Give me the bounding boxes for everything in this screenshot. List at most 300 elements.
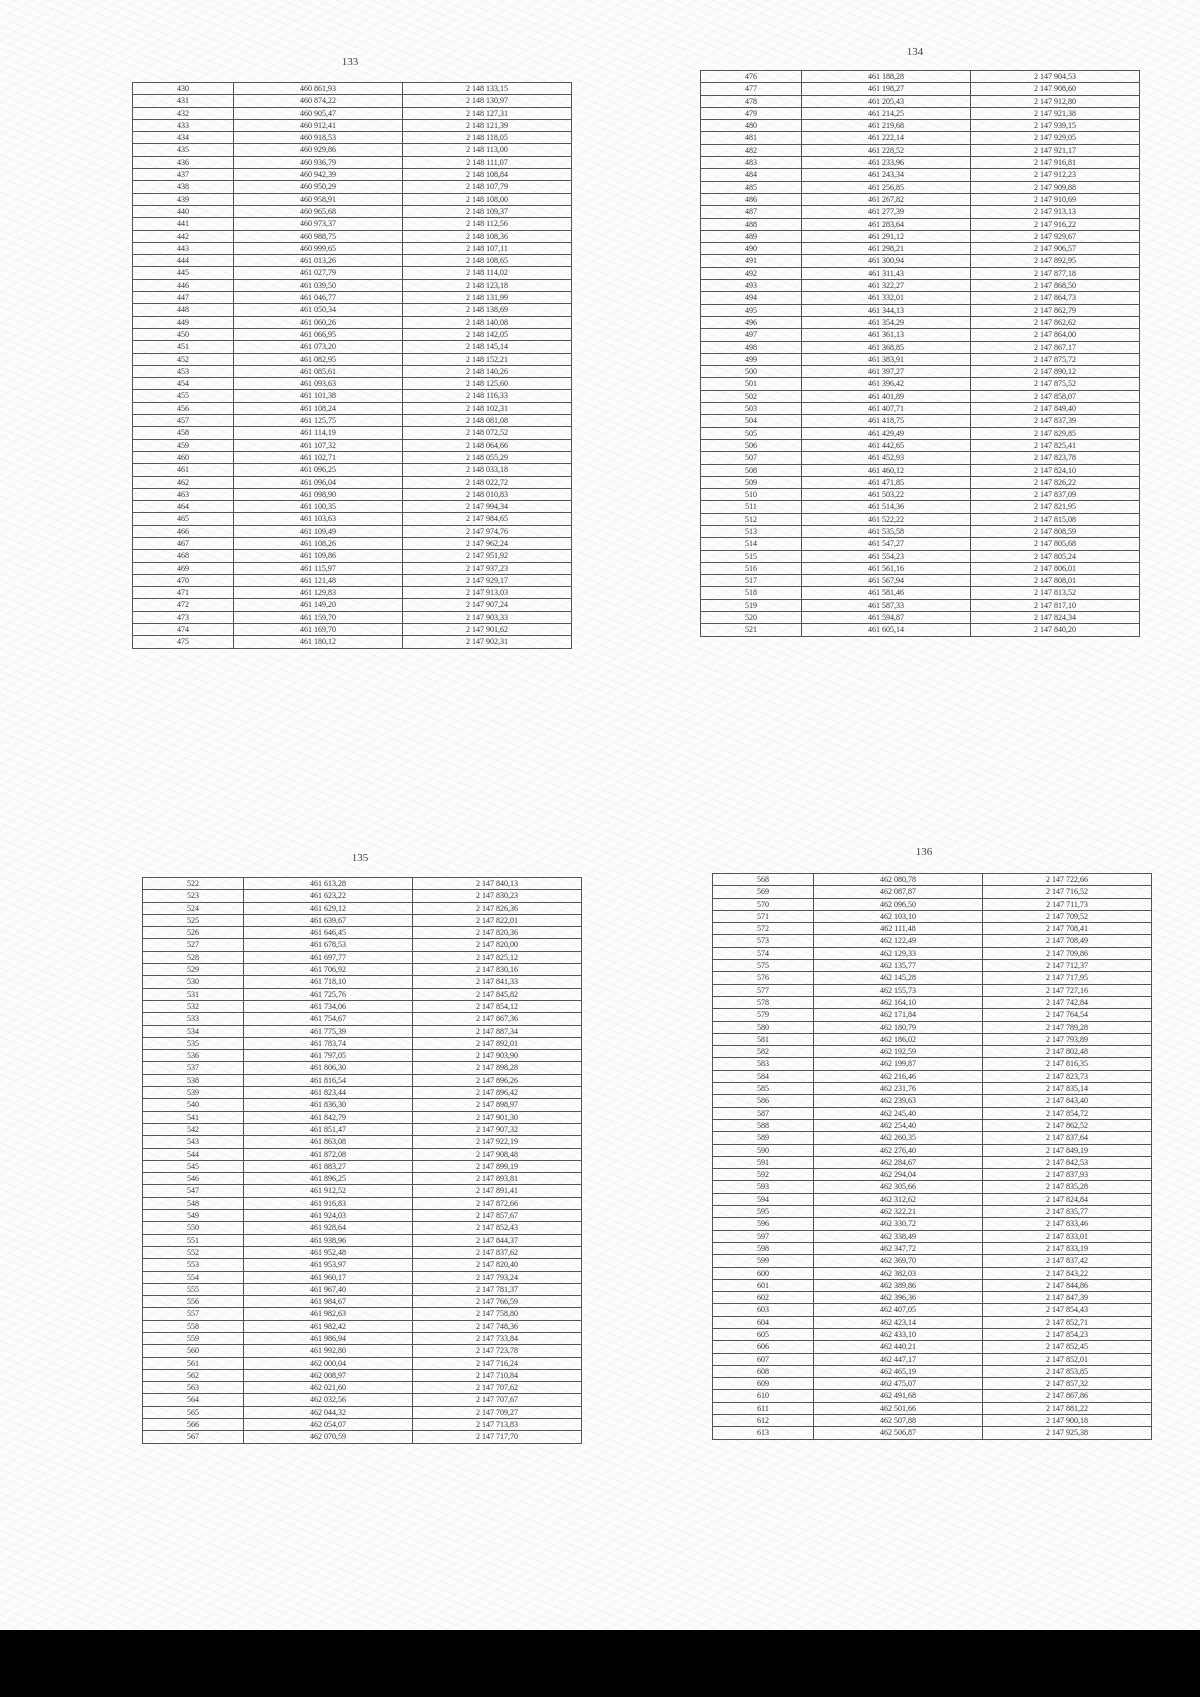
- x-coordinate-cell: 461 646,45: [244, 927, 413, 939]
- x-coordinate-cell: 462 423,14: [814, 1316, 983, 1328]
- x-coordinate-cell: 461 754,67: [244, 1013, 413, 1025]
- point-number-cell: 543: [143, 1136, 244, 1148]
- point-number-cell: 571: [713, 910, 814, 922]
- table-row: [143, 1246, 582, 1258]
- table-row: [133, 378, 572, 390]
- point-number-cell: 590: [713, 1144, 814, 1156]
- point-number-cell: 494: [701, 292, 802, 304]
- x-coordinate-cell: 460 905,47: [234, 107, 403, 119]
- point-number-cell: 597: [713, 1230, 814, 1242]
- y-coordinate-cell: 2 147 707,67: [413, 1394, 582, 1406]
- table-row: [713, 1070, 1152, 1082]
- point-number-cell: 567: [143, 1431, 244, 1443]
- x-coordinate-cell: 461 243,34: [802, 169, 971, 181]
- y-coordinate-cell: 2 147 764,54: [983, 1009, 1152, 1021]
- point-number-cell: 559: [143, 1332, 244, 1344]
- y-coordinate-cell: 2 147 925,38: [983, 1427, 1152, 1439]
- x-coordinate-cell: 461 401,89: [802, 390, 971, 402]
- table-row: [133, 427, 572, 439]
- y-coordinate-cell: 2 147 829,85: [971, 427, 1140, 439]
- x-coordinate-cell: 462 507,88: [814, 1415, 983, 1427]
- table-row: [133, 304, 572, 316]
- point-number-cell: 593: [713, 1181, 814, 1193]
- y-coordinate-cell: 2 147 907,32: [413, 1123, 582, 1135]
- x-coordinate-cell: 462 199,87: [814, 1058, 983, 1070]
- table-row: [713, 1218, 1152, 1230]
- x-coordinate-cell: 461 100,35: [234, 501, 403, 513]
- table-row: [143, 1222, 582, 1234]
- table-row: [701, 587, 1140, 599]
- x-coordinate-cell: 462 501,66: [814, 1402, 983, 1414]
- x-coordinate-cell: 462 111,48: [814, 923, 983, 935]
- y-coordinate-cell: 2 147 709,27: [413, 1406, 582, 1418]
- table-row: [143, 1357, 582, 1369]
- x-coordinate-cell: 461 060,26: [234, 316, 403, 328]
- y-coordinate-cell: 2 147 937,23: [403, 562, 572, 574]
- x-coordinate-cell: 462 180,79: [814, 1021, 983, 1033]
- x-coordinate-cell: 461 114,19: [234, 427, 403, 439]
- coordinate-table-page-135: [142, 877, 582, 1444]
- y-coordinate-cell: 2 147 821,95: [971, 501, 1140, 513]
- x-coordinate-cell: 461 096,04: [234, 476, 403, 488]
- table-row: [133, 415, 572, 427]
- y-coordinate-cell: 2 147 881,22: [983, 1402, 1152, 1414]
- point-number-cell: 589: [713, 1132, 814, 1144]
- table-row: [701, 624, 1140, 636]
- point-number-cell: 549: [143, 1210, 244, 1222]
- table-row: [133, 402, 572, 414]
- table-row: [713, 886, 1152, 898]
- x-coordinate-cell: 461 613,28: [244, 878, 413, 890]
- y-coordinate-cell: 2 147 904,53: [971, 71, 1140, 83]
- point-number-cell: 588: [713, 1119, 814, 1131]
- y-coordinate-cell: 2 147 862,62: [971, 316, 1140, 328]
- point-number-cell: 560: [143, 1345, 244, 1357]
- y-coordinate-cell: 2 147 906,57: [971, 243, 1140, 255]
- y-coordinate-cell: 2 148 133,15: [403, 83, 572, 95]
- point-number-cell: 524: [143, 902, 244, 914]
- page-number-133: 133: [341, 56, 359, 68]
- y-coordinate-cell: 2 147 733,84: [413, 1332, 582, 1344]
- y-coordinate-cell: 2 147 837,39: [971, 415, 1140, 427]
- point-number-cell: 473: [133, 611, 234, 623]
- point-number-cell: 431: [133, 95, 234, 107]
- table-row: [133, 169, 572, 181]
- point-number-cell: 505: [701, 427, 802, 439]
- y-coordinate-cell: 2 147 802,48: [983, 1046, 1152, 1058]
- x-coordinate-cell: 460 965,68: [234, 205, 403, 217]
- point-number-cell: 510: [701, 489, 802, 501]
- x-coordinate-cell: 462 021,60: [244, 1382, 413, 1394]
- y-coordinate-cell: 2 148 138,69: [403, 304, 572, 316]
- point-number-cell: 495: [701, 304, 802, 316]
- point-number-cell: 519: [701, 599, 802, 611]
- y-coordinate-cell: 2 147 712,37: [983, 960, 1152, 972]
- table-row: [701, 403, 1140, 415]
- table-row: [713, 1365, 1152, 1377]
- point-number-cell: 454: [133, 378, 234, 390]
- y-coordinate-cell: 2 147 951,92: [403, 550, 572, 562]
- point-number-cell: 530: [143, 976, 244, 988]
- table-row: [133, 390, 572, 402]
- point-number-cell: 511: [701, 501, 802, 513]
- point-number-cell: 534: [143, 1025, 244, 1037]
- x-coordinate-cell: 461 706,92: [244, 964, 413, 976]
- x-coordinate-cell: 461 121,48: [234, 574, 403, 586]
- table-row: [143, 902, 582, 914]
- table-row: [133, 316, 572, 328]
- point-number-cell: 466: [133, 525, 234, 537]
- table-row: [713, 1427, 1152, 1439]
- y-coordinate-cell: 2 148 102,31: [403, 402, 572, 414]
- table-row: [701, 415, 1140, 427]
- table-row: [713, 972, 1152, 984]
- point-number-cell: 496: [701, 316, 802, 328]
- x-coordinate-cell: 461 093,63: [234, 378, 403, 390]
- x-coordinate-cell: 461 344,13: [802, 304, 971, 316]
- y-coordinate-cell: 2 147 837,62: [413, 1246, 582, 1258]
- y-coordinate-cell: 2 147 844,37: [413, 1234, 582, 1246]
- point-number-cell: 480: [701, 120, 802, 132]
- y-coordinate-cell: 2 147 789,28: [983, 1021, 1152, 1033]
- table-row: [701, 538, 1140, 550]
- table-row: [133, 476, 572, 488]
- table-row: [713, 1132, 1152, 1144]
- x-coordinate-cell: 462 044,32: [244, 1406, 413, 1418]
- y-coordinate-cell: 2 147 916,81: [971, 157, 1140, 169]
- point-number-cell: 527: [143, 939, 244, 951]
- y-coordinate-cell: 2 147 891,41: [413, 1185, 582, 1197]
- y-coordinate-cell: 2 147 872,66: [413, 1197, 582, 1209]
- x-coordinate-cell: 462 008,97: [244, 1369, 413, 1381]
- x-coordinate-cell: 461 159,70: [234, 611, 403, 623]
- y-coordinate-cell: 2 147 921,17: [971, 144, 1140, 156]
- table-row: [701, 255, 1140, 267]
- table-row: [143, 1123, 582, 1135]
- table-row: [713, 1316, 1152, 1328]
- point-number-cell: 471: [133, 587, 234, 599]
- point-number-cell: 512: [701, 513, 802, 525]
- x-coordinate-cell: 461 953,97: [244, 1259, 413, 1271]
- table-row: [133, 292, 572, 304]
- point-number-cell: 478: [701, 95, 802, 107]
- x-coordinate-cell: 461 639,67: [244, 914, 413, 926]
- table-row: [143, 1345, 582, 1357]
- y-coordinate-cell: 2 147 903,90: [413, 1050, 582, 1062]
- x-coordinate-cell: 461 383,91: [802, 353, 971, 365]
- table-row: [701, 489, 1140, 501]
- table-row: [701, 218, 1140, 230]
- table-row: [713, 935, 1152, 947]
- x-coordinate-cell: 462 000,04: [244, 1357, 413, 1369]
- table-row: [713, 1415, 1152, 1427]
- table-row: [701, 612, 1140, 624]
- point-number-cell: 576: [713, 972, 814, 984]
- table-row: [133, 464, 572, 476]
- y-coordinate-cell: 2 147 929,67: [971, 230, 1140, 242]
- table-row: [143, 1296, 582, 1308]
- y-coordinate-cell: 2 147 887,34: [413, 1025, 582, 1037]
- point-number-cell: 595: [713, 1206, 814, 1218]
- point-number-cell: 506: [701, 439, 802, 451]
- table-row: [701, 120, 1140, 132]
- y-coordinate-cell: 2 148 108,84: [403, 169, 572, 181]
- point-number-cell: 545: [143, 1160, 244, 1172]
- x-coordinate-cell: 461 129,83: [234, 587, 403, 599]
- y-coordinate-cell: 2 148 113,00: [403, 144, 572, 156]
- y-coordinate-cell: 2 147 929,05: [971, 132, 1140, 144]
- table-row: [133, 119, 572, 131]
- table-row: [701, 71, 1140, 83]
- table-row: [701, 501, 1140, 513]
- y-coordinate-cell: 2 147 852,01: [983, 1353, 1152, 1365]
- y-coordinate-cell: 2 147 806,01: [971, 562, 1140, 574]
- x-coordinate-cell: 461 442,65: [802, 439, 971, 451]
- table-row: [713, 1058, 1152, 1070]
- point-number-cell: 442: [133, 230, 234, 242]
- x-coordinate-cell: 462 155,73: [814, 984, 983, 996]
- x-coordinate-cell: 461 397,27: [802, 366, 971, 378]
- x-coordinate-cell: 461 108,24: [234, 402, 403, 414]
- point-number-cell: 499: [701, 353, 802, 365]
- table-row: [701, 267, 1140, 279]
- point-number-cell: 574: [713, 947, 814, 959]
- point-number-cell: 483: [701, 157, 802, 169]
- x-coordinate-cell: 461 952,48: [244, 1246, 413, 1258]
- x-coordinate-cell: 462 192,59: [814, 1046, 983, 1058]
- point-number-cell: 445: [133, 267, 234, 279]
- point-number-cell: 552: [143, 1246, 244, 1258]
- table-row: [143, 1283, 582, 1295]
- table-row: [133, 451, 572, 463]
- y-coordinate-cell: 2 147 824,34: [971, 612, 1140, 624]
- x-coordinate-cell: 462 369,70: [814, 1255, 983, 1267]
- x-coordinate-cell: 461 697,77: [244, 951, 413, 963]
- x-coordinate-cell: 461 039,50: [234, 279, 403, 291]
- y-coordinate-cell: 2 147 716,24: [413, 1357, 582, 1369]
- x-coordinate-cell: 462 382,03: [814, 1267, 983, 1279]
- x-coordinate-cell: 460 874,22: [234, 95, 403, 107]
- point-number-cell: 569: [713, 886, 814, 898]
- point-number-cell: 613: [713, 1427, 814, 1439]
- x-coordinate-cell: 462 284,67: [814, 1156, 983, 1168]
- table-row: [143, 1000, 582, 1012]
- y-coordinate-cell: 2 148 125,60: [403, 378, 572, 390]
- y-coordinate-cell: 2 147 716,52: [983, 886, 1152, 898]
- y-coordinate-cell: 2 148 111,07: [403, 156, 572, 168]
- table-row: [133, 83, 572, 95]
- x-coordinate-cell: 462 171,84: [814, 1009, 983, 1021]
- y-coordinate-cell: 2 148 123,18: [403, 279, 572, 291]
- y-coordinate-cell: 2 147 708,49: [983, 935, 1152, 947]
- table-row: [701, 575, 1140, 587]
- x-coordinate-cell: 462 322,21: [814, 1206, 983, 1218]
- table-row: [701, 599, 1140, 611]
- table-row: [143, 914, 582, 926]
- table-row: [713, 874, 1152, 886]
- y-coordinate-cell: 2 148 140,08: [403, 316, 572, 328]
- y-coordinate-cell: 2 147 837,09: [971, 489, 1140, 501]
- table-row: [713, 984, 1152, 996]
- table-row: [701, 193, 1140, 205]
- point-number-cell: 430: [133, 83, 234, 95]
- point-number-cell: 607: [713, 1353, 814, 1365]
- table-row: [713, 1353, 1152, 1365]
- table-row: [133, 365, 572, 377]
- table-row: [713, 1341, 1152, 1353]
- table-row: [701, 181, 1140, 193]
- y-coordinate-cell: 2 147 766,59: [413, 1296, 582, 1308]
- coordinate-table-page-134: [700, 70, 1140, 637]
- table-row: [133, 587, 572, 599]
- table-row: [713, 1230, 1152, 1242]
- table-row: [713, 1107, 1152, 1119]
- table-row: [143, 1074, 582, 1086]
- point-number-cell: 467: [133, 537, 234, 549]
- x-coordinate-cell: 462 164,10: [814, 996, 983, 1008]
- point-number-cell: 447: [133, 292, 234, 304]
- point-number-cell: 596: [713, 1218, 814, 1230]
- y-coordinate-cell: 2 147 840,13: [413, 878, 582, 890]
- point-number-cell: 500: [701, 366, 802, 378]
- x-coordinate-cell: 462 506,87: [814, 1427, 983, 1439]
- y-coordinate-cell: 2 147 824,10: [971, 464, 1140, 476]
- point-number-cell: 451: [133, 341, 234, 353]
- x-coordinate-cell: 461 581,46: [802, 587, 971, 599]
- table-row: [143, 1037, 582, 1049]
- point-number-cell: 535: [143, 1037, 244, 1049]
- x-coordinate-cell: 461 960,17: [244, 1271, 413, 1283]
- x-coordinate-cell: 462 396,36: [814, 1292, 983, 1304]
- y-coordinate-cell: 2 147 825,12: [413, 951, 582, 963]
- y-coordinate-cell: 2 147 823,73: [983, 1070, 1152, 1082]
- table-row: [701, 562, 1140, 574]
- point-number-cell: 463: [133, 488, 234, 500]
- point-number-cell: 521: [701, 624, 802, 636]
- x-coordinate-cell: 461 896,25: [244, 1173, 413, 1185]
- table-row: [701, 169, 1140, 181]
- y-coordinate-cell: 2 147 837,42: [983, 1255, 1152, 1267]
- x-coordinate-cell: 461 561,16: [802, 562, 971, 574]
- y-coordinate-cell: 2 147 867,36: [413, 1013, 582, 1025]
- point-number-cell: 540: [143, 1099, 244, 1111]
- point-number-cell: 502: [701, 390, 802, 402]
- x-coordinate-cell: 462 122,49: [814, 935, 983, 947]
- x-coordinate-cell: 462 433,10: [814, 1328, 983, 1340]
- table-row: [143, 1173, 582, 1185]
- x-coordinate-cell: 461 734,06: [244, 1000, 413, 1012]
- point-number-cell: 477: [701, 83, 802, 95]
- x-coordinate-cell: 460 942,39: [234, 169, 403, 181]
- table-row: [133, 205, 572, 217]
- x-coordinate-cell: 461 214,25: [802, 107, 971, 119]
- table-row: [701, 452, 1140, 464]
- point-number-cell: 455: [133, 390, 234, 402]
- point-number-cell: 539: [143, 1087, 244, 1099]
- y-coordinate-cell: 2 147 908,60: [971, 83, 1140, 95]
- point-number-cell: 531: [143, 988, 244, 1000]
- point-number-cell: 515: [701, 550, 802, 562]
- point-number-cell: 592: [713, 1169, 814, 1181]
- point-number-cell: 586: [713, 1095, 814, 1107]
- y-coordinate-cell: 2 147 909,88: [971, 181, 1140, 193]
- table-row: [133, 144, 572, 156]
- point-number-cell: 492: [701, 267, 802, 279]
- x-coordinate-cell: 462 276,40: [814, 1144, 983, 1156]
- point-number-cell: 580: [713, 1021, 814, 1033]
- y-coordinate-cell: 2 147 907,24: [403, 599, 572, 611]
- x-coordinate-cell: 462 491,68: [814, 1390, 983, 1402]
- point-number-cell: 457: [133, 415, 234, 427]
- table-row: [143, 1099, 582, 1111]
- x-coordinate-cell: 460 918,53: [234, 132, 403, 144]
- table-row: [143, 890, 582, 902]
- table-row: [133, 230, 572, 242]
- y-coordinate-cell: 2 148 130,97: [403, 95, 572, 107]
- y-coordinate-cell: 2 147 820,36: [413, 927, 582, 939]
- table-row: [713, 996, 1152, 1008]
- x-coordinate-cell: 461 101,38: [234, 390, 403, 402]
- table-row: [713, 1328, 1152, 1340]
- page-number-136: 136: [915, 846, 933, 858]
- y-coordinate-cell: 2 148 142,05: [403, 328, 572, 340]
- y-coordinate-cell: 2 147 717,95: [983, 972, 1152, 984]
- table-row: [713, 1083, 1152, 1095]
- point-number-cell: 443: [133, 242, 234, 254]
- table-row: [143, 964, 582, 976]
- table-row: [143, 1382, 582, 1394]
- table-row: [713, 1021, 1152, 1033]
- x-coordinate-cell: 461 073,20: [234, 341, 403, 353]
- x-coordinate-cell: 461 984,67: [244, 1296, 413, 1308]
- x-coordinate-cell: 461 816,54: [244, 1074, 413, 1086]
- x-coordinate-cell: 461 188,28: [802, 71, 971, 83]
- point-number-cell: 509: [701, 476, 802, 488]
- x-coordinate-cell: 462 054,07: [244, 1419, 413, 1431]
- point-number-cell: 573: [713, 935, 814, 947]
- table-row: [133, 107, 572, 119]
- point-number-cell: 474: [133, 624, 234, 636]
- y-coordinate-cell: 2 147 922,19: [413, 1136, 582, 1148]
- point-number-cell: 528: [143, 951, 244, 963]
- point-number-cell: 600: [713, 1267, 814, 1279]
- point-number-cell: 561: [143, 1357, 244, 1369]
- table-row: [133, 488, 572, 500]
- point-number-cell: 437: [133, 169, 234, 181]
- y-coordinate-cell: 2 147 825,41: [971, 439, 1140, 451]
- y-coordinate-cell: 2 148 127,31: [403, 107, 572, 119]
- table-row: [713, 1402, 1152, 1414]
- y-coordinate-cell: 2 147 835,28: [983, 1181, 1152, 1193]
- x-coordinate-cell: 461 283,64: [802, 218, 971, 230]
- y-coordinate-cell: 2 147 748,36: [413, 1320, 582, 1332]
- y-coordinate-cell: 2 147 709,86: [983, 947, 1152, 959]
- y-coordinate-cell: 2 148 118,05: [403, 132, 572, 144]
- point-number-cell: 584: [713, 1070, 814, 1082]
- y-coordinate-cell: 2 148 145,14: [403, 341, 572, 353]
- point-number-cell: 553: [143, 1259, 244, 1271]
- table-row: [143, 1111, 582, 1123]
- table-row: [701, 107, 1140, 119]
- y-coordinate-cell: 2 147 916,22: [971, 218, 1140, 230]
- y-coordinate-cell: 2 147 837,64: [983, 1132, 1152, 1144]
- point-number-cell: 458: [133, 427, 234, 439]
- x-coordinate-cell: 461 522,22: [802, 513, 971, 525]
- y-coordinate-cell: 2 147 820,00: [413, 939, 582, 951]
- y-coordinate-cell: 2 147 835,77: [983, 1206, 1152, 1218]
- y-coordinate-cell: 2 147 781,37: [413, 1283, 582, 1295]
- x-coordinate-cell: 461 429,49: [802, 427, 971, 439]
